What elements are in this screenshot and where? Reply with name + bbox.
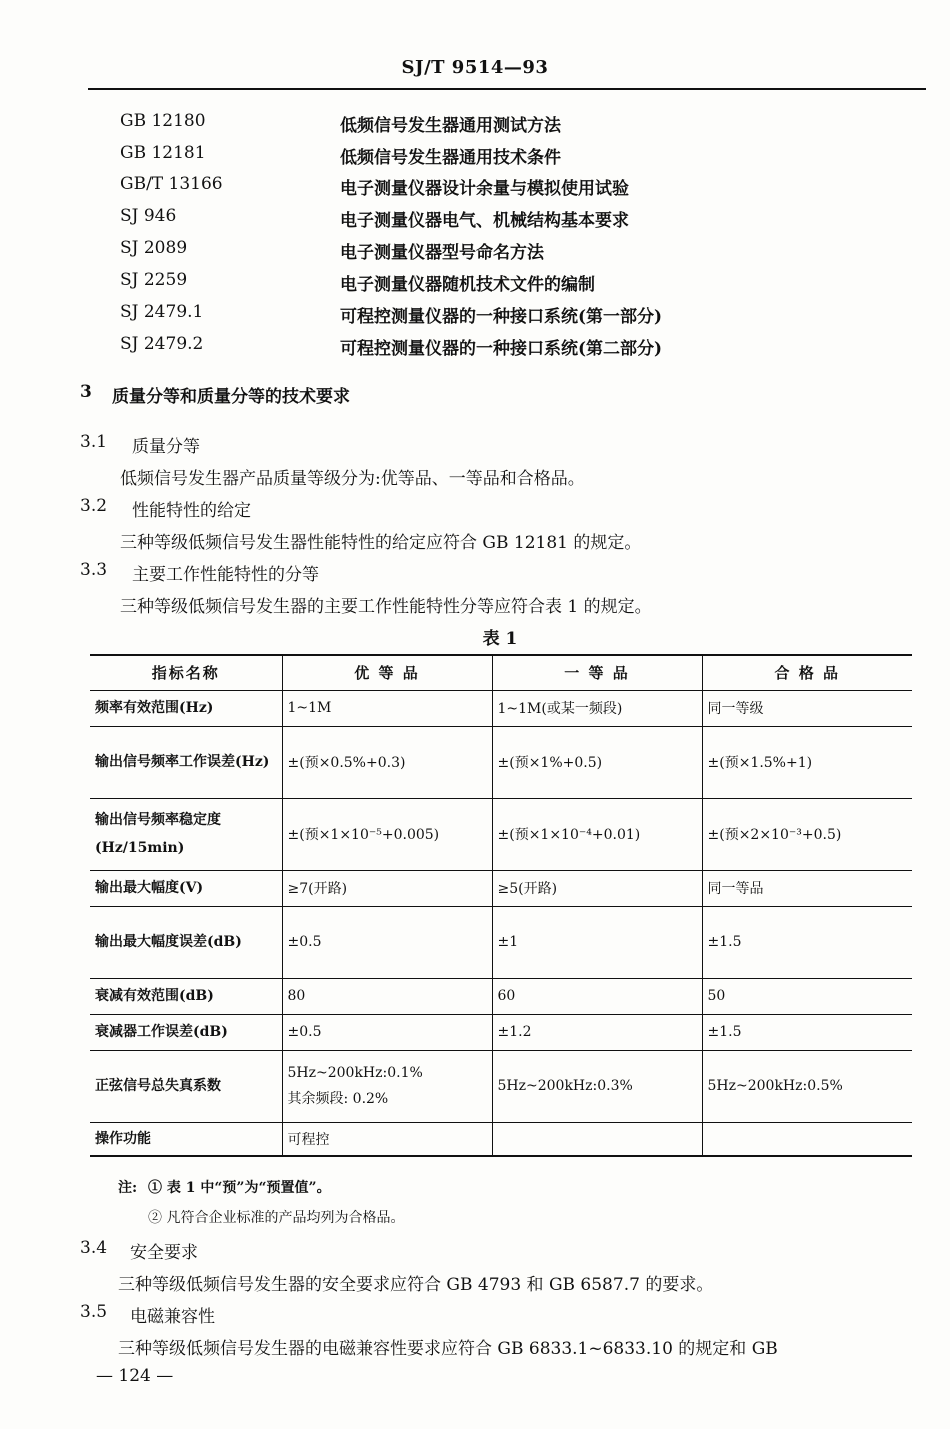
table-cell: 同一等品 [702, 870, 912, 906]
table-cell: 50 [702, 978, 912, 1014]
reference-code: GB/T 13166 [120, 174, 223, 194]
table-cell: ±1 [492, 906, 702, 978]
note-line: ② 凡符合企业标准的产品均列为合格品。 [148, 1210, 405, 1226]
table-row [90, 906, 912, 978]
table-cell: 5Hz~200kHz:0.5% [702, 1050, 912, 1122]
subsection-title: 安全要求 [130, 1243, 198, 1263]
table-header: 一 等 品 [492, 655, 702, 690]
table-cell: 同一等级 [702, 690, 912, 726]
reference-code: SJ 2479.2 [120, 334, 204, 354]
reference-title: 可程控测量仪器的一种接口系统(第一部分) [340, 307, 663, 327]
reference-code: SJ 2479.1 [120, 302, 204, 322]
table-cell: 5Hz~200kHz:0.3% [492, 1050, 702, 1122]
table-row [90, 798, 912, 870]
table-cell: 输出信号频率稳定度 (Hz/15min) [90, 798, 282, 870]
table-cell: ±(预×2×10⁻³+0.5) [702, 798, 912, 870]
table-cell: 1~1M [282, 690, 492, 726]
note-prefix: 注: [118, 1180, 138, 1196]
note-line: ① 表 1 中“预”为“预置值”。 [148, 1180, 331, 1196]
table-cell: ±0.5 [282, 906, 492, 978]
table-cell: 输出最大幅度(V) [90, 870, 282, 906]
subsection-number: 3.2 [80, 496, 108, 516]
reference-code: GB 12181 [120, 143, 206, 163]
table-cell: 正弦信号总失真系数 [90, 1050, 282, 1122]
table-row [90, 726, 912, 798]
table-cell: ±(预×0.5%+0.3) [282, 726, 492, 798]
reference-title: 电子测量仪器型号命名方法 [340, 243, 544, 263]
table-cell [282, 1050, 492, 1122]
reference-code: GB 12180 [120, 111, 206, 131]
table-cell: ≥5(开路) [492, 870, 702, 906]
subsection-title: 质量分等 [132, 437, 200, 457]
table-header: 指标名称 [90, 655, 282, 690]
header-rule [88, 88, 926, 90]
table-cell: ±0.5 [282, 1014, 492, 1050]
subsection-number: 3.4 [80, 1238, 108, 1258]
table-cell: 频率有效范围(Hz) [90, 690, 282, 726]
table-cell-line: 其余频段: 0.2% [287, 1091, 389, 1107]
paragraph: 三种等级低频信号发生器性能特性的给定应符合 GB 12181 的规定。 [120, 533, 642, 553]
table-row [90, 870, 912, 906]
table-cell: ±(预×1%+0.5) [492, 726, 702, 798]
table-cell: ±1.5 [702, 906, 912, 978]
table-caption: 表 1 [482, 629, 518, 649]
reference-title: 电子测量仪器随机技术文件的编制 [340, 275, 595, 295]
subsection-title: 电磁兼容性 [130, 1307, 215, 1327]
reference-title: 低频信号发生器通用测试方法 [340, 116, 561, 136]
page-number: — 124 — [96, 1366, 174, 1386]
table-row [90, 1014, 912, 1050]
grade-table [90, 654, 912, 1157]
table-cell: 1~1M(或某一频段) [492, 690, 702, 726]
subsection-title: 性能特性的给定 [132, 501, 251, 521]
table-cell: 80 [282, 978, 492, 1014]
section-title: 质量分等和质量分等的技术要求 [112, 387, 350, 407]
table-cell [492, 1122, 702, 1156]
table-cell: ±(预×1.5%+1) [702, 726, 912, 798]
table-cell: ±1.5 [702, 1014, 912, 1050]
reference-code: SJ 2089 [120, 238, 188, 258]
table-cell: ±(预×1×10⁻⁵+0.005) [282, 798, 492, 870]
table-cell [702, 1122, 912, 1156]
subsection-number: 3.5 [80, 1302, 108, 1322]
table-row [90, 1122, 912, 1156]
reference-title: 电子测量仪器电气、机械结构基本要求 [340, 211, 629, 231]
section-number: 3 [80, 382, 92, 402]
document-header: SJ/T 9514—93 [401, 57, 549, 78]
table-cell-line: 5Hz~200kHz:0.1% [287, 1065, 423, 1081]
table-header: 优 等 品 [282, 655, 492, 690]
table-row [90, 978, 912, 1014]
subsection-number: 3.1 [80, 432, 108, 452]
table-cell: ≥7(开路) [282, 870, 492, 906]
paragraph: 三种等级低频信号发生器的安全要求应符合 GB 4793 和 GB 6587.7 的要求。 [118, 1275, 714, 1295]
table-header: 合 格 品 [702, 655, 912, 690]
reference-title: 可程控测量仪器的一种接口系统(第二部分) [340, 339, 663, 359]
table-cell: ±(预×1×10⁻⁴+0.01) [492, 798, 702, 870]
table-cell: 60 [492, 978, 702, 1014]
subsection-number: 3.3 [80, 560, 108, 580]
reference-title: 低频信号发生器通用技术条件 [340, 148, 561, 168]
paragraph: 三种等级低频信号发生器的电磁兼容性要求应符合 GB 6833.1~6833.10 的规定和 GB [118, 1339, 778, 1359]
table-row [90, 690, 912, 726]
subsection-title: 主要工作性能特性的分等 [132, 565, 319, 585]
table-cell: 输出信号频率工作误差(Hz) [90, 726, 282, 798]
table-cell: 可程控 [282, 1122, 492, 1156]
table-cell: 衰减器工作误差(dB) [90, 1014, 282, 1050]
reference-code: SJ 2259 [120, 270, 188, 290]
table-cell: 操作功能 [90, 1122, 282, 1156]
paragraph: 低频信号发生器产品质量等级分为:优等品、一等品和合格品。 [120, 469, 585, 489]
table-row [90, 1050, 912, 1122]
reference-code: SJ 946 [120, 206, 177, 226]
table-cell: ±1.2 [492, 1014, 702, 1050]
paragraph: 三种等级低频信号发生器的主要工作性能特性分等应符合表 1 的规定。 [120, 597, 652, 617]
reference-title: 电子测量仪器设计余量与模拟使用试验 [340, 179, 629, 199]
table-cell: 输出最大幅度误差(dB) [90, 906, 282, 978]
table-cell: 衰减有效范围(dB) [90, 978, 282, 1014]
